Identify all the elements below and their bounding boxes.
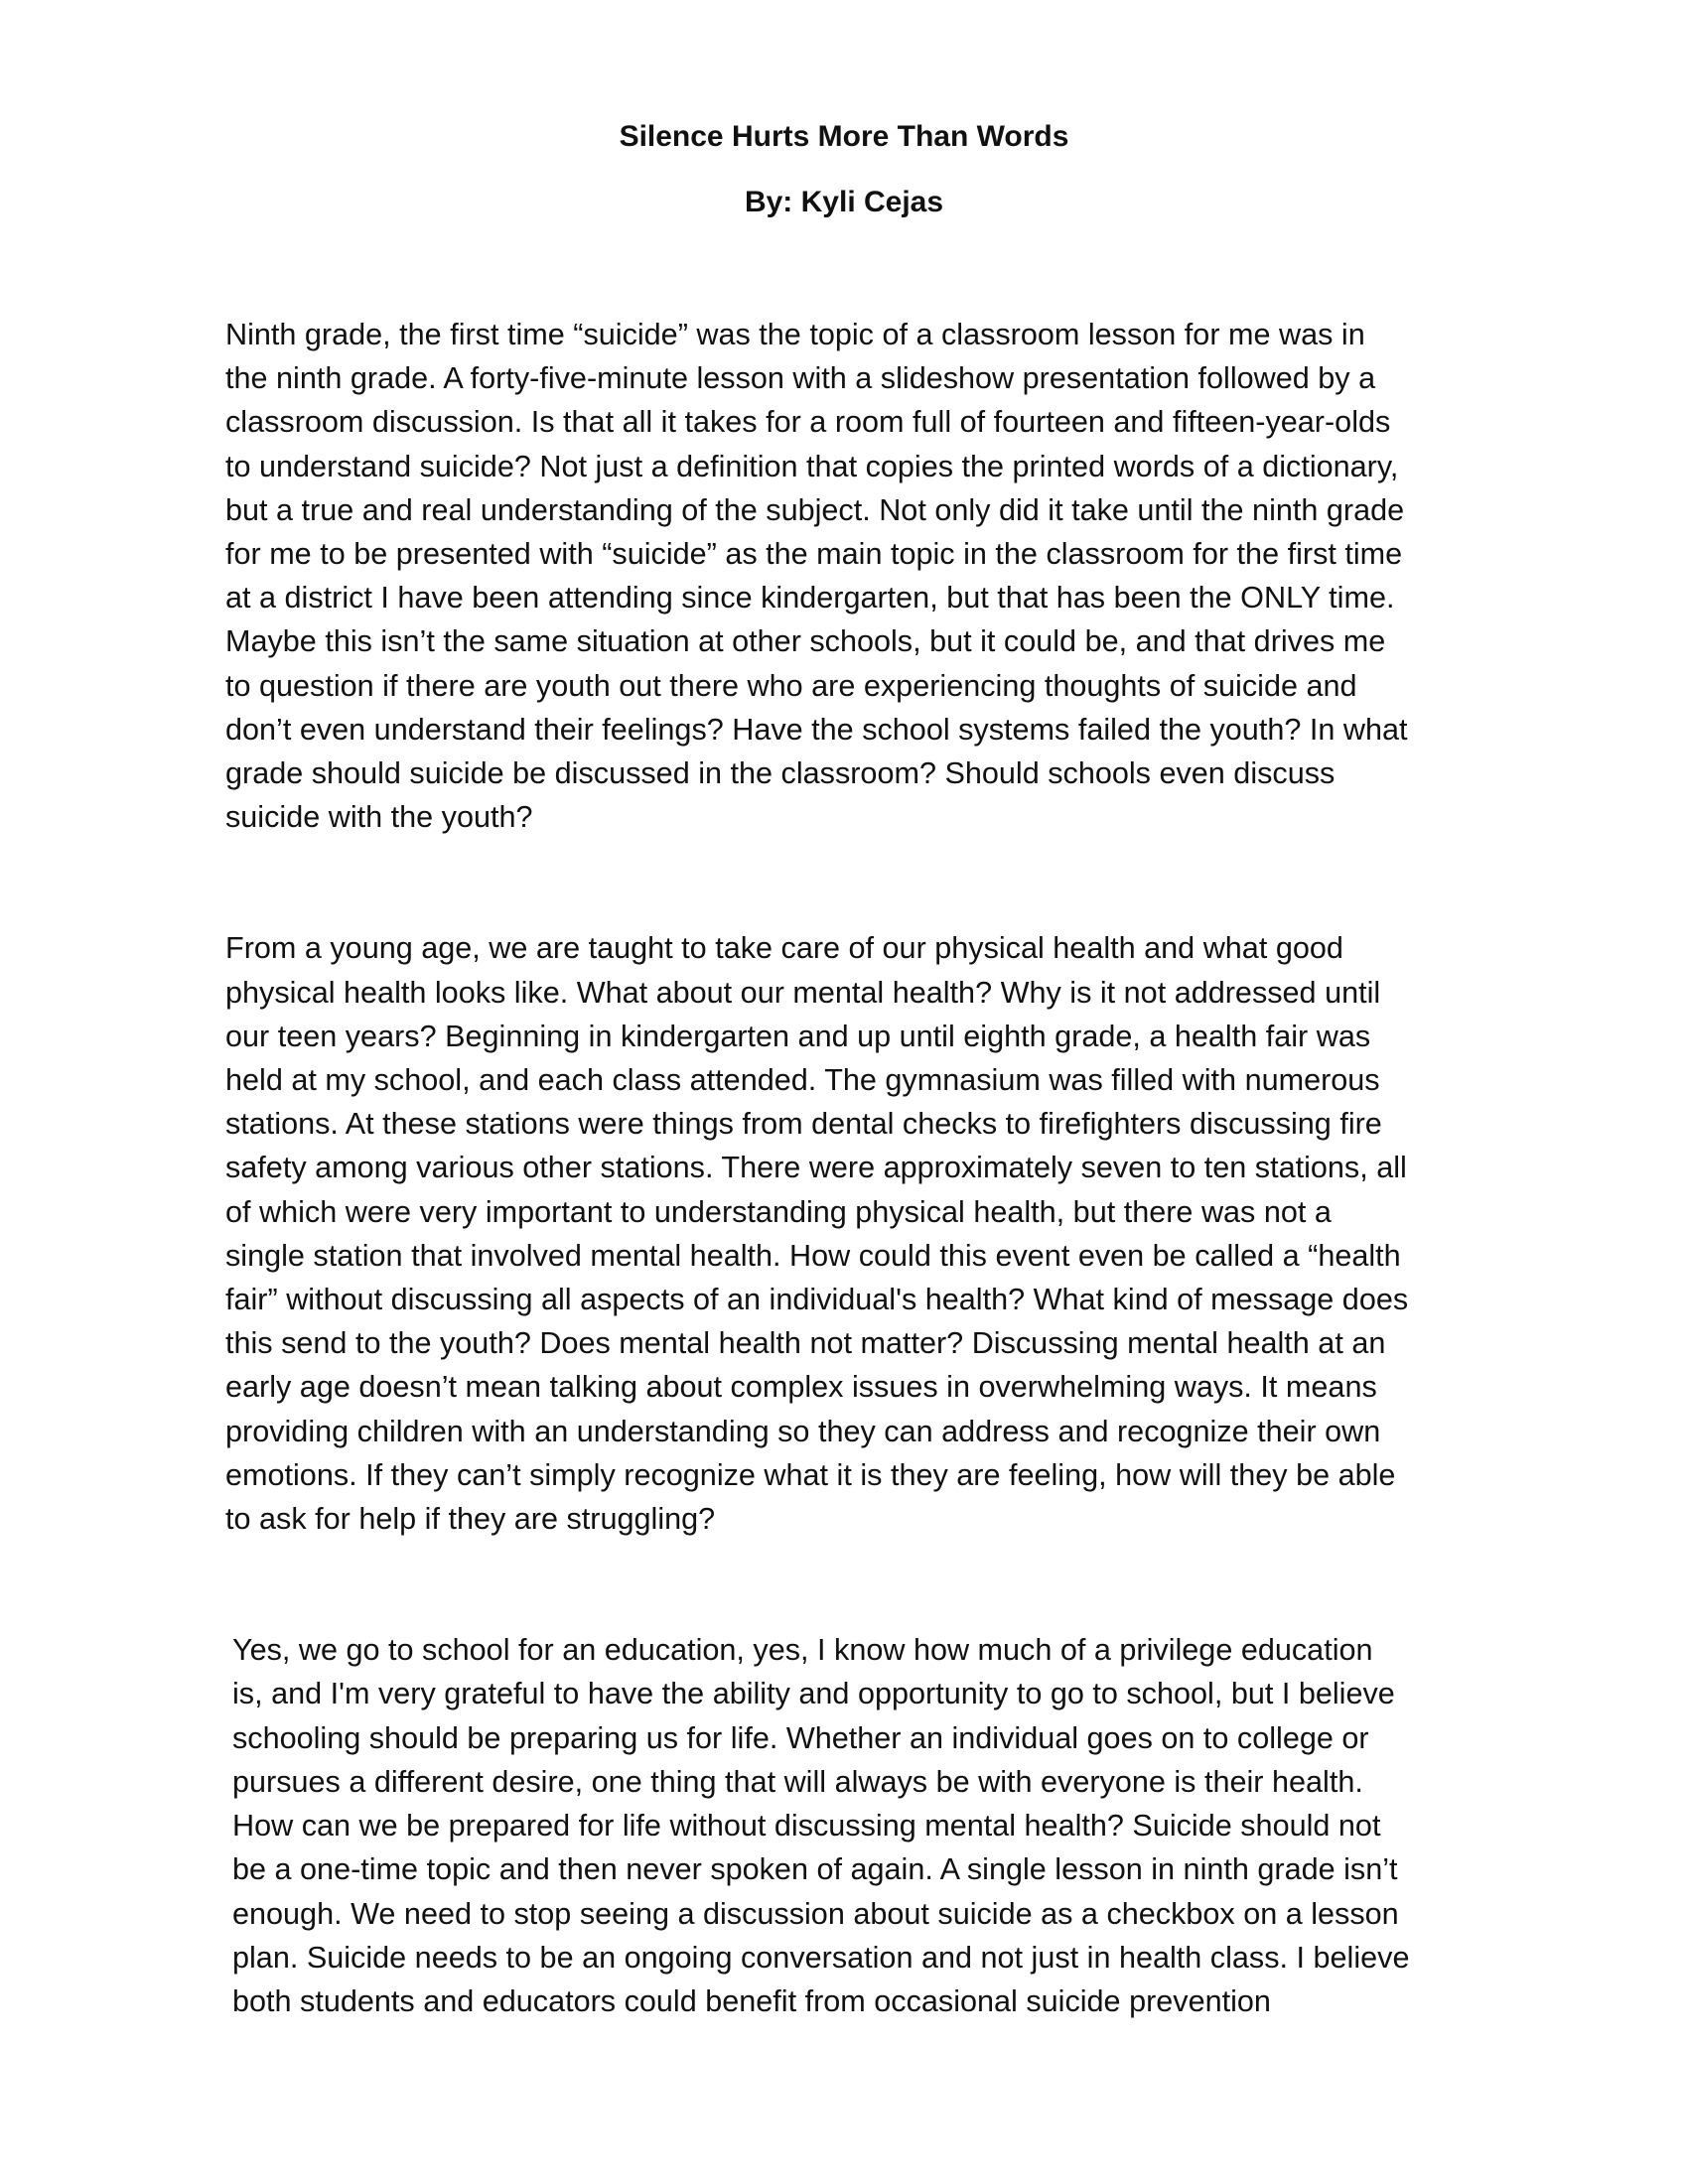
paragraph-line: at a district I have been attending since kindergarten, but that has been the ONLY time. xyxy=(225,581,1395,615)
paragraph-line: to question if there are youth out there who are experiencing thoughts of suicide and xyxy=(225,668,1357,703)
paragraph-line: don’t even understand their feelings? Have the school systems failed the youth? In what xyxy=(225,712,1408,747)
paragraph-line: Yes, we go to school for an education, yes, I know how much of a privilege education xyxy=(232,1633,1373,1668)
paragraph-line: single station that involved mental health. How could this event even be called a “health xyxy=(225,1238,1401,1273)
paragraph-line: the ninth grade. A forty-five-minute lesson with a slideshow presentation followed by a xyxy=(225,361,1376,396)
paragraph-line: schooling should be preparing us for life. Whether an individual goes on to college or xyxy=(232,1720,1369,1755)
paragraph-line: but a true and real understanding of the subject. Not only did it take until the ninth grade xyxy=(225,492,1405,527)
paragraph-line: From a young age, we are taught to take care of our physical health and what good xyxy=(225,931,1343,966)
paragraph-line: to ask for help if they are struggling? xyxy=(225,1502,716,1537)
paragraph-line: both students and educators could benefit from occasional suicide prevention xyxy=(232,1983,1271,2018)
paragraph-1 xyxy=(199,313,1499,839)
paragraph-line: suicide with the youth? xyxy=(225,800,533,835)
paragraph-line: stations. At these stations were things from dental checks to firefighters discussing fire xyxy=(225,1107,1382,1142)
paragraph-line: safety among various other stations. There were approximately seven to ten stations, all xyxy=(225,1151,1407,1185)
paragraph-2 xyxy=(199,926,1499,1541)
document-byline: By: Kyli Cejas xyxy=(744,186,944,218)
paragraph-3 xyxy=(199,1628,1499,2023)
paragraph-line: How can we be prepared for life without discussing mental health? Suicide should not xyxy=(232,1809,1381,1843)
paragraph-line: for me to be presented with “suicide” as the main topic in the classroom for the first time xyxy=(225,537,1403,572)
paragraph-line: held at my school, and each class attended. The gymnasium was filled with numerous xyxy=(225,1063,1380,1098)
document-title: Silence Hurts More Than Words xyxy=(619,120,1069,153)
paragraph-line: of which were very important to understanding physical health, but there was not a xyxy=(225,1194,1332,1229)
paragraph-line: emotions. If they can’t simply recognize what it is they are feeling, how will they be able xyxy=(225,1457,1396,1492)
paragraph-line: pursues a different desire, one thing that will always be with everyone is their health. xyxy=(232,1764,1363,1799)
paragraph-line: is, and I'm very grateful to have the ability and opportunity to go to school, but I believe xyxy=(232,1677,1395,1711)
paragraph-line: fair” without discussing all aspects of an individual's health? What kind of message does xyxy=(225,1283,1409,1317)
document-body xyxy=(199,313,1499,2023)
paragraph-line: this send to the youth? Does mental health not matter? Discussing mental health at an xyxy=(225,1326,1386,1361)
paragraph-line: early age doesn’t mean talking about complex issues in overwhelming ways. It means xyxy=(225,1370,1377,1405)
paragraph-line: Maybe this isn’t the same situation at other schools, but it could be, and that drives me xyxy=(225,624,1386,659)
paragraph-line: our teen years? Beginning in kindergarten and up until eighth grade, a health fair was xyxy=(225,1019,1371,1053)
paragraph-line: grade should suicide be discussed in the classroom? Should schools even discuss xyxy=(225,756,1336,791)
paragraph-line: Ninth grade, the first time “suicide” was the topic of a classroom lesson for me was in xyxy=(225,318,1365,351)
paragraph-line: physical health looks like. What about our mental health? Why is it not addressed until xyxy=(225,975,1381,1010)
paragraph-line: providing children with an understanding so they can address and recognize their own xyxy=(225,1414,1381,1448)
paragraph-line: to understand suicide? Not just a definition that copies the printed words of a dictionary, xyxy=(225,449,1399,483)
paragraph-line: plan. Suicide needs to be an ongoing conversation and not just in health class. I believe xyxy=(232,1940,1410,1975)
paragraph-line: be a one-time topic and then never spoken of again. A single lesson in ninth grade isn’t xyxy=(232,1852,1398,1887)
paragraph-line: classroom discussion. Is that all it takes for a room full of fourteen and fifteen-year-olds xyxy=(225,405,1391,440)
paragraph-line: enough. We need to stop seeing a discussion about suicide as a checkbox on a lesson xyxy=(232,1896,1399,1931)
